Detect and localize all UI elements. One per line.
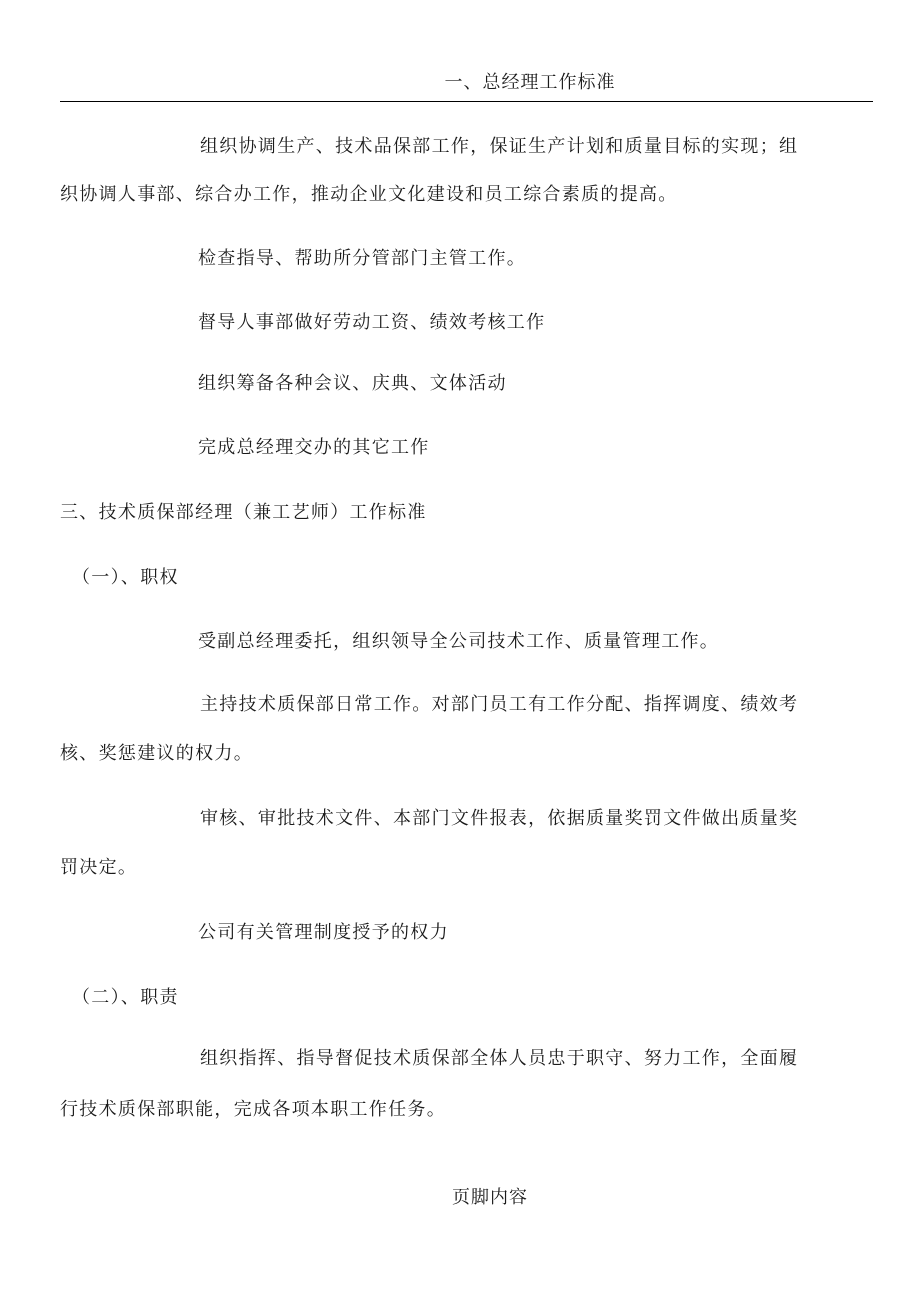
body-line: 检查指导、帮助所分管部门主管工作。 [198, 248, 527, 269]
body-line: 行技术质保部职能，完成各项本职工作任务。 [60, 1099, 446, 1120]
page-footer: 页脚内容 [452, 1187, 528, 1208]
subsection-heading: （二）、职责 [72, 987, 179, 1008]
body-line: 组织协调生产、技术品保部工作，保证生产计划和质量目标的实现；组 [200, 136, 799, 157]
subsection-heading: （一）、职权 [72, 567, 179, 588]
body-line: 组织筹备各种会议、庆典、文体活动 [198, 373, 507, 394]
body-line: 组织指挥、指导督促技术质保部全体人员忠于职守、努力工作，全面履 [200, 1048, 799, 1069]
header-divider [60, 101, 873, 102]
section-heading: 三、技术质保部经理（兼工艺师）工作标准 [60, 502, 427, 523]
body-line: 督导人事部做好劳动工资、绩效考核工作 [198, 312, 546, 333]
body-line: 完成总经理交办的其它工作 [198, 437, 430, 458]
body-line: 织协调人事部、综合办工作，推动企业文化建设和员工综合素质的提高。 [60, 184, 678, 205]
body-line: 受副总经理委托，组织领导全公司技术工作、质量管理工作。 [198, 631, 720, 652]
body-line: 公司有关管理制度授予的权力 [198, 922, 449, 943]
page-header: 一、总经理工作标准 [444, 72, 616, 93]
body-line: 罚决定。 [60, 857, 138, 878]
body-line: 审核、审批技术文件、本部门文件报表，依据质量奖罚文件做出质量奖 [200, 808, 799, 829]
body-line: 主持技术质保部日常工作。对部门员工有工作分配、指挥调度、绩效考 [200, 694, 799, 715]
body-line: 核、奖惩建议的权力。 [60, 743, 253, 764]
